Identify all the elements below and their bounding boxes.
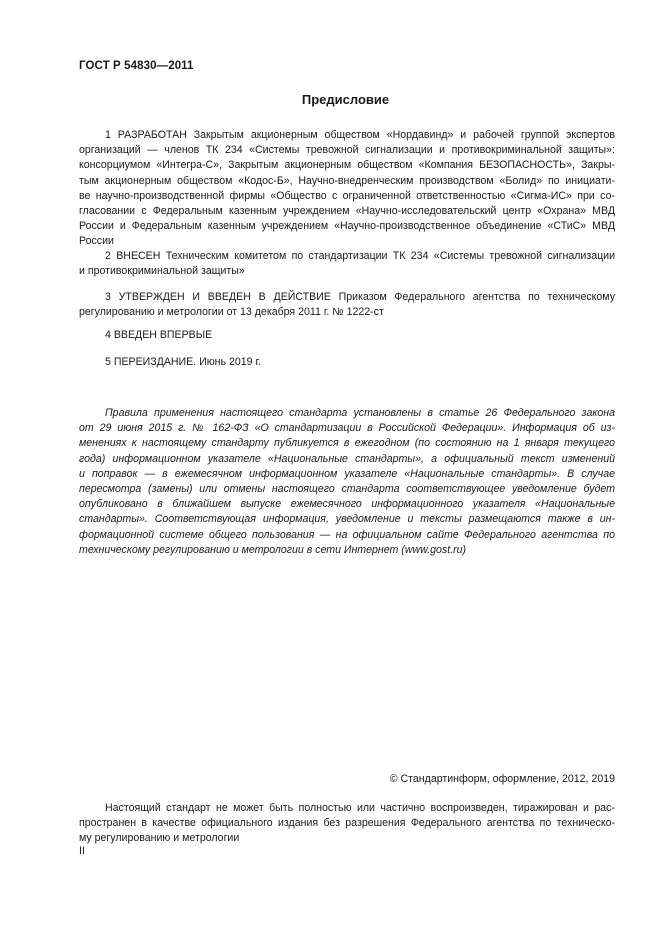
text-line: формационной системе общего пользования — на официальном сайте Федерального агентства по	[79, 528, 615, 541]
text-line: опубликовано в ближайшем выпуске ежемесячного информационного указателя «Национальные	[79, 498, 615, 511]
text-line: Настоящий стандарт не может быть полностью или частично воспроизведен, тиражирован и рас-	[105, 802, 615, 814]
text-line: 5 ПЕРЕИЗДАНИЕ. Июнь 2019 г.	[105, 356, 262, 368]
text-line: гласовании с Федеральным казенным учреждением «Научно-исследовательский центр «Охрана» МВД	[79, 205, 615, 218]
text-line: и противокриминальной защиты»	[79, 265, 245, 278]
text-line: техническому регулированию и метрологии в сети Интернет (www.gost.ru)	[79, 543, 467, 556]
text-line: организаций — членов ТК 234 «Системы тревожной сигнализации и противокриминальной защиты»:	[79, 144, 615, 157]
text-line: ве научно-производственной фирмы «Общество с ограниченной ответственностью «Сигма-ИС» при со-	[79, 189, 615, 202]
foreword-item-2	[79, 249, 615, 279]
text-line: пространен в качестве официального издания без разрешения Федерального агентства по техническо-	[79, 817, 615, 830]
foreword-item-5	[79, 355, 615, 370]
text-line: тым акционерным обществом «Кодос-Б», Научно-внедренческим производством «Болид» по инициати-	[79, 174, 615, 187]
foreword-item-4	[79, 328, 615, 343]
text-line: пересмотра (замены) или отмены настоящего стандарта соответствующее уведомление будет	[79, 483, 615, 496]
foreword-item-1	[79, 128, 615, 250]
document-code: ГОСТ Р 54830—2011	[79, 60, 194, 72]
text-line: стандарты». Соответствующая информация, уведомление и тексты размещаются также в ин-	[79, 513, 615, 526]
text-line: от 29 июня 2015 г. № 162-ФЗ «О стандартизации в Российской Федерации». Информация об из-	[79, 422, 615, 435]
text-line: му регулированию и метрологии	[79, 832, 240, 845]
reproduction-notice	[79, 801, 615, 847]
text-line: и поправок — в ежемесячном информационном указателе «Национальные стандарты». В случае	[79, 467, 615, 480]
text-line: России и Федеральным казенным учреждением «Научно-производственное объединение «СТиС» МВД	[79, 220, 615, 233]
text-line: 4 ВВЕДЕН ВПЕРВЫЕ	[105, 329, 213, 341]
text-line: менениях к настоящему стандарту публикуется в ежегодном (по состоянию на 1 января текущего	[79, 437, 615, 450]
standard-application-notice	[79, 406, 615, 558]
copyright-notice: © Стандартинформ, оформление, 2012, 2019	[389, 773, 615, 785]
page-number: II	[79, 845, 85, 857]
page-title: Предисловие	[301, 92, 390, 107]
text-line: 1 РАЗРАБОТАН Закрытым акционерным обществом «Нордавинд» и рабочей группой экспертов	[105, 129, 615, 141]
text-line: года) информационном указателе «Национальные стандарты», а официальный текст изменений	[79, 452, 615, 465]
foreword-item-3	[79, 290, 615, 320]
text-line: России	[79, 235, 114, 248]
text-line: 3 УТВЕРЖДЕН И ВВЕДЕН В ДЕЙСТВИЕ Приказом Федерального агентства по техническому	[105, 291, 615, 303]
text-line: 2 ВНЕСЕН Техническим комитетом по стандартизации ТК 234 «Системы тревожной сигнализации	[105, 250, 615, 262]
text-line: консорциумом «Интегра-С», Закрытым акционерным обществом «Компания БЕЗОПАСНОСТЬ», Закры-	[79, 159, 615, 172]
text-line: Правила применения настоящего стандарта установлены в статье 26 Федерального закона	[105, 407, 615, 419]
text-line: регулированию и метрологии от 13 декабря 2011 г. № 1222-ст	[79, 306, 384, 319]
